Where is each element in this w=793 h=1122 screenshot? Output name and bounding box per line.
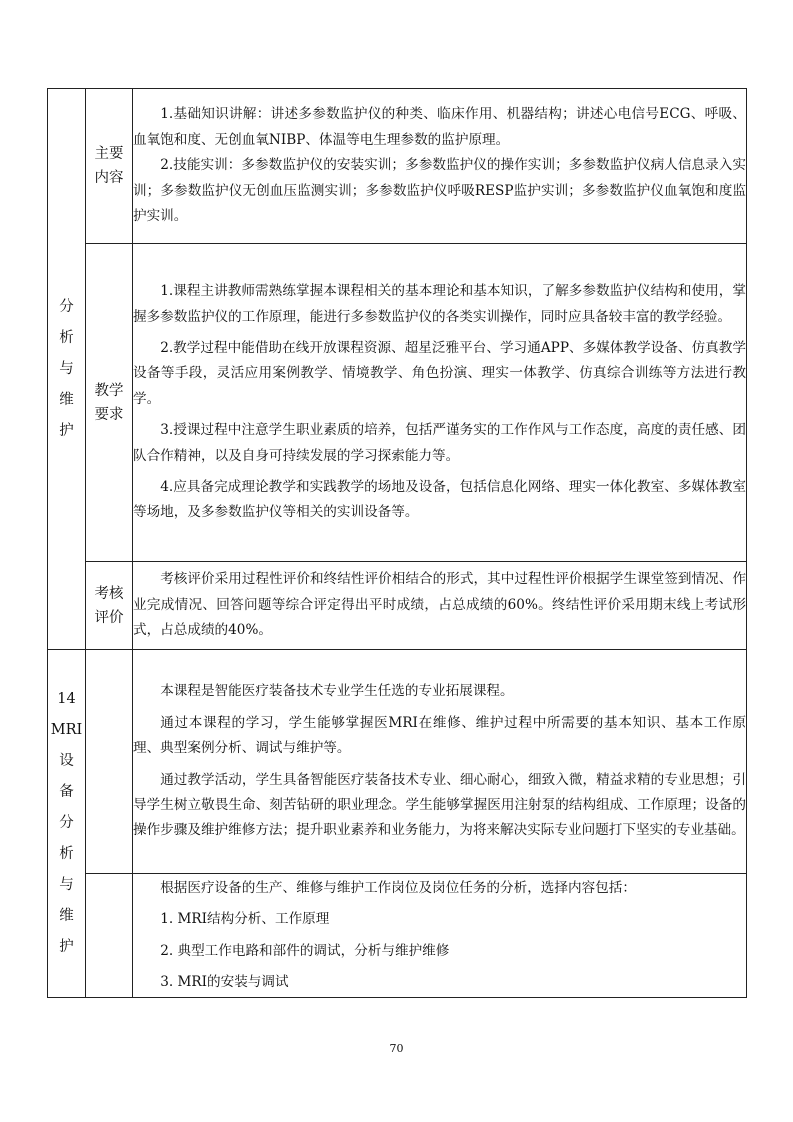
title-char: 与	[59, 360, 74, 377]
title-char: 护	[59, 939, 74, 955]
paragraph: 通过本课程的学习，学生能够掌握医MRI在维修、维护过程中所需要的基本知识、基本工作原理、典型案例分析、调试与维护等。	[133, 714, 746, 757]
title-char: 析	[59, 329, 74, 346]
teaching-requirements-cell	[133, 244, 747, 562]
paragraph: 根据医疗设备的生产、维修与维护工作岗位及岗位任务的分析，选择内容包括：	[160, 879, 636, 896]
title-char: 与	[59, 877, 74, 893]
content-list-cell	[133, 874, 747, 998]
paragraph: 3.授课过程中注意学生职业素质的培养，包括严谨务实的工作作风与工作态度，高度的责任感、团队合作精神，以及自身可持续发展的学习探索能力等。	[133, 422, 746, 464]
paragraph: 1.基础知识讲解：讲述多参数监护仪的种类、临床作用、机器结构；讲述心电信号ECG、呼吸、血氧饱和度、无创血氧NIBP、体温等电生理参数的监护原理。	[133, 106, 746, 148]
paragraph: 4.应具备完成理论教学和实践教学的场地及设备，包括信息化网络、理实一体化教室、多媒体教室等场地，及多参数监护仪等相关的实训设备等。	[133, 479, 746, 521]
title-char: 维	[59, 908, 74, 924]
table-row	[48, 89, 747, 244]
row-label-main-content: 主要 内容	[86, 89, 133, 244]
row-label-teaching-requirements: 教学 要求	[86, 244, 133, 562]
title-char: MRI	[50, 722, 83, 738]
title-char: 备	[59, 784, 74, 800]
empty-label-cell	[86, 874, 133, 998]
row-label-assessment: 考核 评价	[86, 562, 133, 650]
empty-label-cell	[86, 650, 133, 874]
title-char: 分	[59, 815, 74, 831]
course-objectives-cell	[133, 650, 747, 874]
title-char: 析	[59, 846, 74, 862]
section-title-mri-maintenance	[48, 650, 86, 998]
table-row	[48, 650, 747, 874]
paragraph: 2.技能实训：多参数监护仪的安装实训；多参数监护仪的操作实训；多参数监护仪病人信息录入实训；多参数监护仪无创血压监测实训；多参数监护仪呼吸RESP监护实训；多参数监护仪血氧饱和度监护实训。	[133, 157, 746, 225]
table-row	[48, 562, 747, 650]
list-item: 3. MRI的安装与调试	[160, 973, 289, 990]
paragraph: 1.课程主讲教师需熟练掌握本课程相关的基本理论和基本知识，了解多参数监护仪结构和使用，掌握多参数监护仪的工作原理，能进行多参数监护仪的各类实训操作，同时应具备较丰富的教学经验。	[133, 283, 746, 325]
table-row	[48, 874, 747, 998]
table-row	[48, 244, 747, 562]
list-item: 1. MRI结构分析、工作原理	[160, 911, 330, 928]
section-title-analysis-maintenance	[48, 89, 86, 650]
paragraph: 考核评价采用过程性评价和终结性评价相结合的形式，其中过程性评价根据学生课堂签到情况、作业完成情况、回答问题等综合评定得出平时成绩，占总成绩的60%。终结性评价采用期末线上考试形式，占总成绩的40%。	[133, 571, 746, 639]
course-table	[47, 88, 747, 998]
title-char: 分	[59, 298, 74, 315]
paragraph: 通过教学活动，学生具备智能医疗装备技术专业、细心耐心，细致入微，精益求精的专业思想；引导学生树立敬畏生命、刻苦钻研的职业理念。学生能够掌握医用注射泵的结构组成、工作原理；设备的操作步骤及维护维修方法；提升职业素养和业务能力，为将来解决实际专业问题打下坚实的专业基础。	[133, 771, 746, 839]
page-number: 70	[389, 1042, 404, 1055]
paragraph: 2.教学过程中能借助在线开放课程资源、超星泛雅平台、学习通APP、多媒体教学设备、仿真教学设备等手段，灵活应用案例教学、情境教学、角色扮演、理实一体教学、仿真综合训练等方法进行教学。	[133, 339, 746, 407]
assessment-cell	[133, 562, 747, 650]
list-item: 2. 典型工作电路和部件的调试，分析与维护维修	[160, 942, 450, 959]
title-char: 14	[57, 691, 76, 707]
title-char: 护	[59, 422, 74, 439]
main-content-cell	[133, 89, 747, 244]
title-char: 维	[59, 391, 74, 408]
paragraph: 本课程是智能医疗装备技术专业学生任选的专业拓展课程。	[160, 683, 514, 700]
title-char: 设	[59, 753, 74, 769]
